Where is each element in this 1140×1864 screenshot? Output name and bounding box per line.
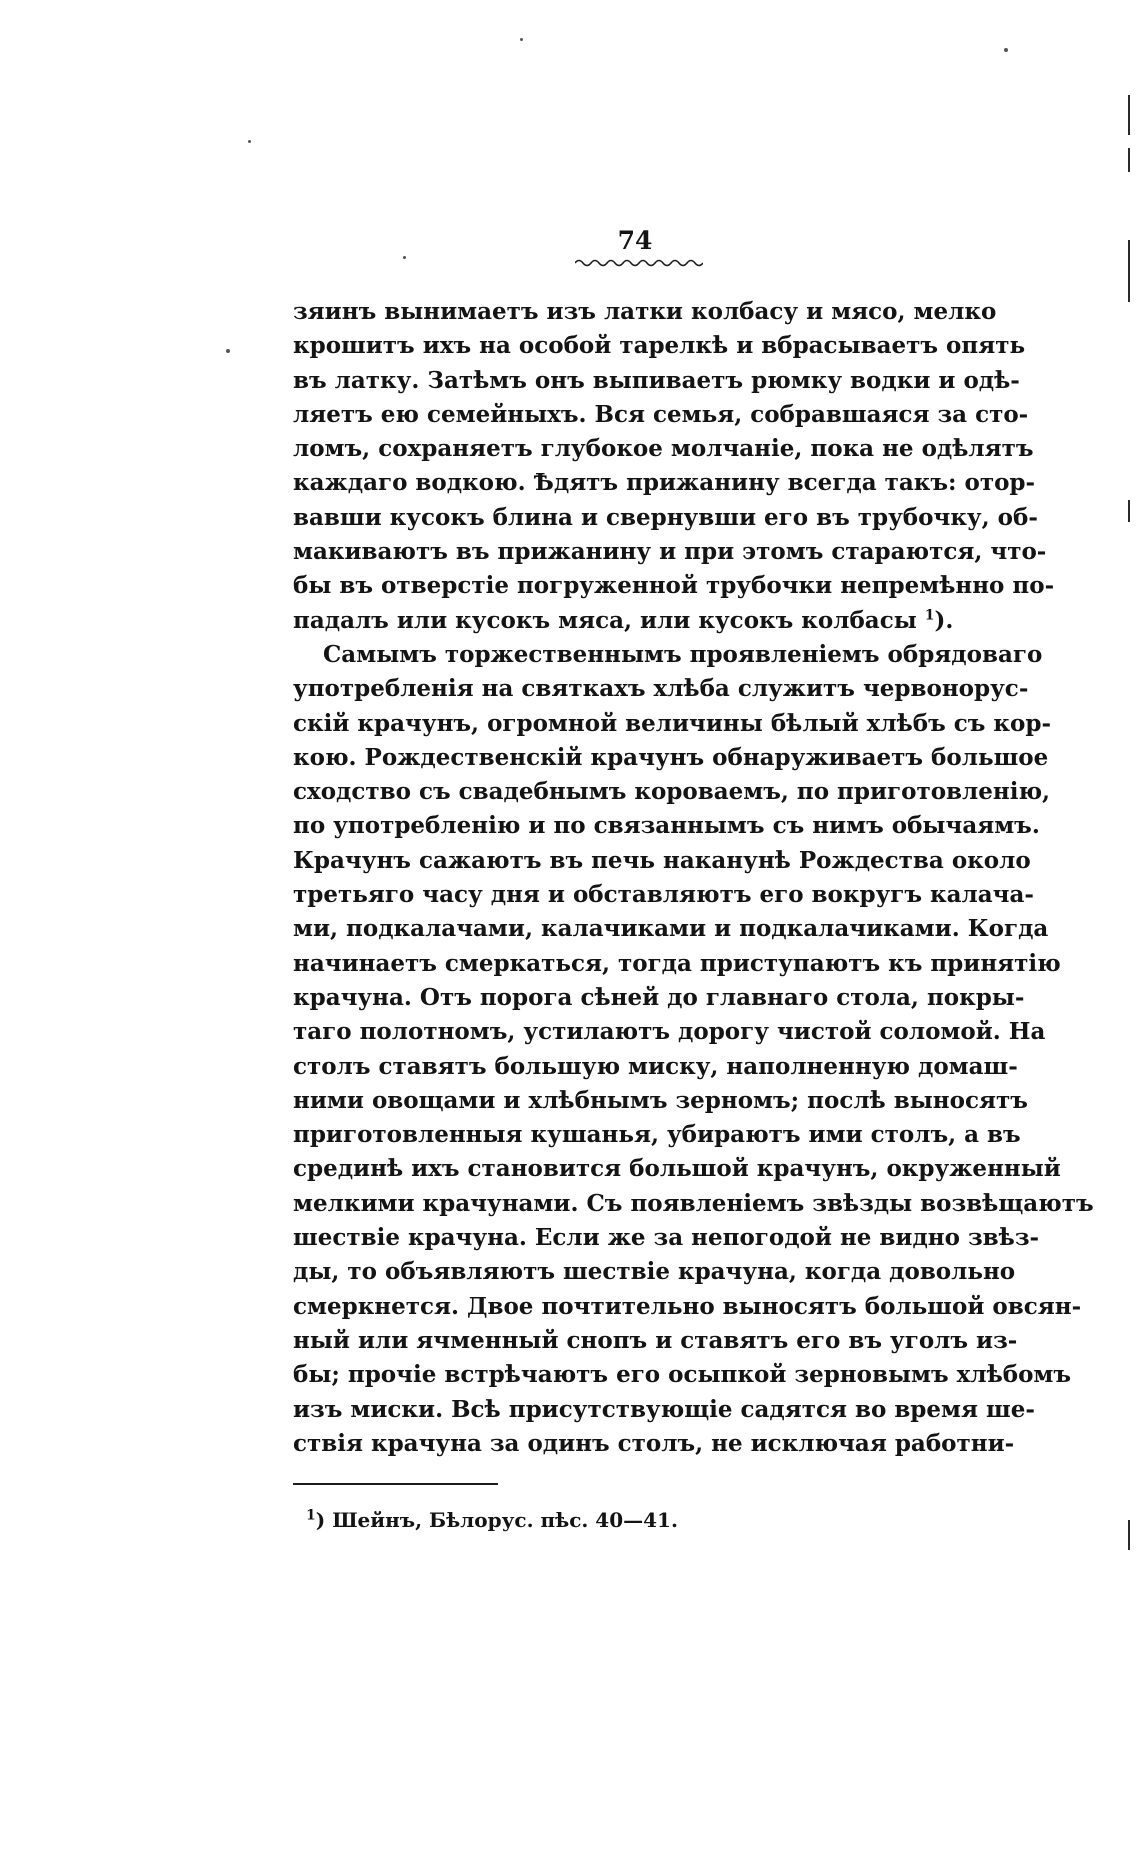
scan-speck bbox=[248, 140, 251, 143]
text-line: скiй крачунъ, огромной величины бѣлый хлѣбъ съ кор- bbox=[293, 709, 1052, 737]
scan-margin-mark bbox=[1128, 95, 1130, 135]
scan-margin-mark bbox=[1128, 500, 1130, 522]
text-line: вавши кусокъ блина и свернувши его въ трубочку, об- bbox=[293, 503, 1038, 531]
text-line: таго полотномъ, устилаютъ дорогу чистой соломой. На bbox=[293, 1018, 1046, 1046]
footnote-text: Шейнъ, Бѣлорус. пѣс. 40—41. bbox=[332, 1508, 678, 1532]
body-text bbox=[293, 295, 1094, 1461]
footnote-divider bbox=[293, 1483, 498, 1485]
text-line: ствiя крачуна за одинъ столъ, не исключая работни- bbox=[293, 1429, 1015, 1457]
text-line: сходство съ свадебнымъ короваемъ, по приготовленiю, bbox=[293, 778, 1051, 806]
footnote bbox=[306, 1506, 678, 1534]
text-line: приготовленныя кушанья, убираютъ ими столъ, а въ bbox=[293, 1121, 1021, 1149]
text-line: кою. Рождественскiй крачунъ обнаруживаетъ большое bbox=[293, 743, 1049, 771]
scan-speck bbox=[403, 256, 406, 259]
scan-margin-mark bbox=[1128, 1520, 1130, 1550]
text-line: каждаго водкою. Ѣдятъ прижанину всегда такъ: отор- bbox=[293, 469, 1036, 497]
text-line: ломъ, сохраняетъ глубокое молчанiе, пока не одѣлятъ bbox=[293, 435, 1034, 463]
text-line: третьяго часу дня и обставляютъ его вокругъ калача- bbox=[293, 881, 1034, 909]
text-line: ними овощами и хлѣбнымъ зерномъ; послѣ выносятъ bbox=[293, 1086, 1028, 1114]
text-line: изъ миски. Всѣ присутствующiе садятся во время ше- bbox=[293, 1395, 1035, 1423]
text-line: крошитъ ихъ на особой тарелкѣ и вбрасываетъ опять bbox=[293, 332, 1026, 360]
scan-margin-mark bbox=[1128, 148, 1130, 172]
footnote-reference: 1 bbox=[924, 607, 935, 624]
text-line: Крачунъ сажаютъ въ печь наканунѣ Рождества около bbox=[293, 846, 1031, 874]
text-line: по употребленiю и по связаннымъ съ нимъ обычаямъ. bbox=[293, 812, 1040, 840]
text-line: срединѣ ихъ становится большой крачунъ, окруженный bbox=[293, 1155, 1061, 1183]
text-line: въ латку. Затѣмъ онъ выпиваетъ рюмку водки и одѣ- bbox=[293, 366, 1020, 394]
text-line: бы въ отверстiе погруженной трубочки непремѣнно по- bbox=[293, 572, 1055, 600]
scan-margin-mark bbox=[1128, 240, 1130, 302]
text-line: начинаетъ смеркаться, тогда приступаютъ къ принятiю bbox=[293, 949, 1061, 977]
page-number-flourish bbox=[575, 258, 703, 268]
text-line: ды, то объявляютъ шествiе крачуна, когда довольно bbox=[293, 1258, 1016, 1286]
text-line: ми, подкалачами, калачиками и подкалачиками. Когда bbox=[293, 915, 1049, 943]
paragraph-end-line bbox=[293, 604, 977, 638]
scan-speck bbox=[226, 349, 230, 353]
footnote-reference-close: ). bbox=[934, 606, 954, 634]
text-line: Самымъ торжественнымъ проявленiемъ обрядоваго bbox=[323, 640, 1043, 668]
text-line: зяинъ вынимаетъ изъ латки колбасу и мясо, мелко bbox=[293, 298, 997, 325]
text-line: употребленiя на святкахъ хлѣба служитъ червонорус- bbox=[293, 675, 1029, 703]
page-number: 74 bbox=[617, 226, 653, 255]
text-line: макиваютъ въ прижанину и при этомъ стараются, что- bbox=[293, 538, 1047, 566]
text-line: смеркнется. Двое почтительно выносятъ большой овсян- bbox=[293, 1292, 1082, 1320]
text-line: бы; прочiе встрѣчаютъ его осыпкой зерновымъ хлѣбомъ bbox=[293, 1361, 1072, 1389]
scan-speck bbox=[1004, 48, 1008, 52]
text-line: мелкими крачунами. Съ появленiемъ звѣзды возвѣщаютъ bbox=[293, 1189, 1094, 1217]
text-line: столъ ставятъ большую миску, наполненную домаш- bbox=[293, 1052, 1018, 1080]
text-line: шествiе крачуна. Если же за непогодой не видно звѣз- bbox=[293, 1224, 1040, 1252]
footnote-marker-close: ) bbox=[315, 1508, 326, 1532]
text-line: ляетъ ею семейныхъ. Вся семья, собравшаяся за сто- bbox=[293, 400, 1029, 428]
text-line: крачуна. Отъ порога сѣней до главнаго стола, покры- bbox=[293, 983, 1025, 1011]
text-line: ный или ячменный снопъ и ставятъ его въ уголъ из- bbox=[293, 1326, 1018, 1354]
scan-speck bbox=[520, 38, 523, 41]
text-line: падалъ или кусокъ мяса, или кусокъ колбасы bbox=[293, 606, 917, 634]
footnote-marker: 1 bbox=[306, 1507, 316, 1524]
